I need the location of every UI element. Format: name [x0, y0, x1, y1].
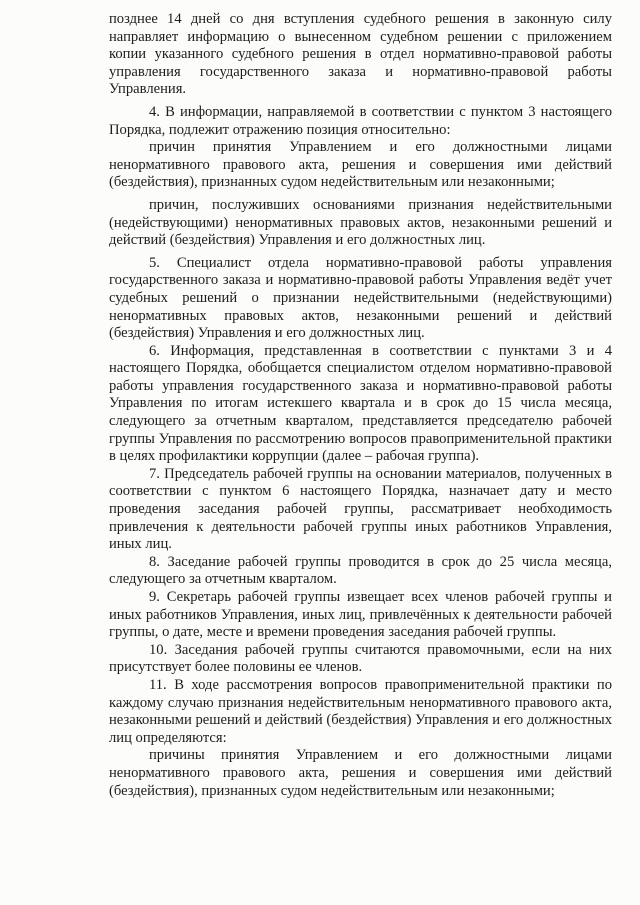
paragraph-11: 11. В ходе рассмотрения вопросов правоприменительной практики по каждому случаю признания недействительным ненормативного правового акта, незаконными решений и действий (бездействия) Управления и его должностных лиц определяются:: [109, 676, 612, 746]
paragraph-10: 10. Заседания рабочей группы считаются правомочными, если на них присутствует более половины ее членов.: [109, 641, 612, 676]
paragraph-7: 7. Председатель рабочей группы на основании материалов, полученных в соответствии с пунктом 6 настоящего Порядка, назначает дату и место проведения заседания рабочей группы, рассматривает необходимость привлечения к деятельности рабочей группы иных работников Управления, иных лиц.: [109, 465, 612, 553]
paragraph-8: 8. Заседание рабочей группы проводится в срок до 25 числа месяца, следующего за отчетным кварталом.: [109, 553, 612, 588]
paragraph-11-item-1: причины принятия Управлением и его должностными лицами ненормативного правового акта, решения и совершения ими действий (бездействия), признанных судом недействительным или незаконными;: [109, 747, 612, 799]
paragraph-3-continuation: позднее 14 дней со дня вступления судебного решения в законную силу направляет информацию о вынесенном судебном решении с приложением копии указанного судебного решения в отдел нормативно-правовой работы управления государственного заказа и нормативно-правовой работы Управления.: [109, 11, 612, 98]
paragraph-9: 9. Секретарь рабочей группы извещает всех членов рабочей группы и иных работников Управления, иных лиц, привлечённых к деятельности рабочей группы, о дате, месте и времени проведения заседания рабочей группы.: [109, 589, 612, 641]
paragraph-6: 6. Информация, представленная в соответствии с пунктами 3 и 4 настоящего Порядка, обобщается специалистом отделом нормативно-правовой работы управления государственного заказа и нормативно-правовой работы Управления по итогам истекшего квартала и в срок до 15 числа месяца, следующего за отчетным кварталом, представляется председателю рабочей группы Управления по рассмотрению вопросов правоприменительной практики в целях профилактики коррупции (далее – рабочая группа).: [109, 342, 612, 465]
paragraph-4: 4. В информации, направляемой в соответствии с пунктом 3 настоящего Порядка, подлежит отражению позиция относительно:: [109, 103, 612, 138]
paragraph-4-item-1: причин принятия Управлением и его должностными лицами ненормативного правового акта, решения и совершения ими действий (бездействия), признанных судом недействительным или незаконными;: [109, 139, 612, 191]
document-body: [109, 11, 612, 800]
paragraph-4-item-2: причин, послуживших основаниями признания недействительными (недействующими) ненормативных правовых актов, незаконными решений и действий (бездействия) Управления и его должностных лиц.: [109, 196, 612, 249]
paragraph-5: 5. Специалист отдела нормативно-правовой работы управления государственного заказа и нормативно-правовой работы Управления ведёт учет судебных решений о признании недействительными (недействующими) ненормативных правовых актов, незаконными решений и действий (бездействия) Управления и его должностных лиц.: [109, 254, 612, 342]
